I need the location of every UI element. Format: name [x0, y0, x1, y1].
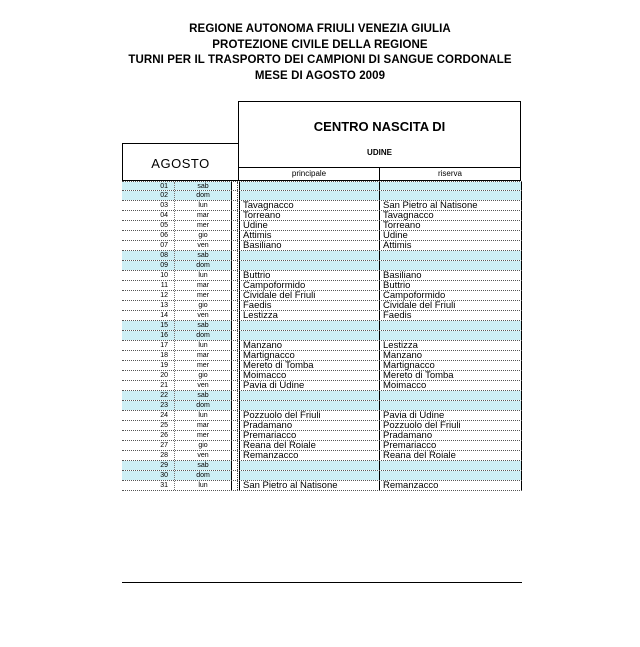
principale-cell [239, 471, 380, 480]
principale-cell: Remanzacco [239, 451, 380, 460]
day-of-week: sab [174, 321, 232, 330]
riserva-cell [380, 182, 522, 190]
row-spacer [232, 321, 238, 330]
table-row [122, 441, 522, 451]
document-header [0, 22, 640, 84]
day-number: 05 [160, 222, 168, 229]
day-of-week: dom [174, 471, 232, 480]
table-row [122, 231, 522, 241]
day-of-week: lun [174, 411, 232, 420]
table-row [122, 391, 522, 401]
day-number: 09 [122, 261, 174, 270]
row-spacer [232, 191, 238, 200]
principale-cell: Attimis [239, 231, 380, 240]
principale-cell [239, 182, 380, 190]
principale-cell: San Pietro al Natisone [239, 481, 380, 490]
riserva-cell: Basiliano [380, 271, 522, 280]
day-number: 17 [160, 342, 168, 349]
principale-cell [239, 401, 380, 410]
row-spacer [232, 391, 238, 400]
table-row [122, 361, 522, 371]
table-row [122, 421, 522, 431]
riserva-cell: Attimis [380, 241, 522, 250]
day-number: 10 [160, 272, 168, 279]
month-label: AGOSTO [151, 156, 210, 171]
row-spacer [232, 381, 238, 390]
row-spacer [232, 201, 238, 210]
riserva-cell: Manzano [380, 351, 522, 360]
day-of-week: gio [174, 231, 232, 240]
table-row [122, 291, 522, 301]
row-spacer [232, 251, 238, 260]
riserva-cell [380, 401, 522, 410]
riserva-cell: Martignacco [380, 361, 522, 370]
header-line-region: REGIONE AUTONOMA FRIULI VENEZIA GIULIA [189, 23, 451, 35]
riserva-cell [380, 191, 522, 200]
riserva-cell [380, 331, 522, 340]
table-row [122, 321, 522, 331]
table-row [122, 301, 522, 311]
centro-nascita-label: CENTRO NASCITA DI [313, 119, 446, 134]
row-spacer [232, 461, 238, 470]
day-number: 12 [160, 292, 168, 299]
table-row [122, 471, 522, 481]
day-of-week: mar [174, 351, 232, 360]
riserva-cell: Pozzuolo del Friuli [380, 421, 522, 430]
row-spacer [232, 361, 238, 370]
table-row [122, 431, 522, 441]
row-spacer [232, 211, 238, 220]
day-of-week: sab [174, 391, 232, 400]
day-of-week: mar [174, 211, 232, 220]
riserva-cell: Faedis [380, 311, 522, 320]
riserva-cell [380, 471, 522, 480]
day-of-week: mer [174, 431, 232, 440]
riserva-cell [380, 391, 522, 400]
day-number: 15 [122, 321, 174, 330]
riserva-cell: Mereto di Tomba [380, 371, 522, 380]
principale-cell: Campoformido [239, 281, 380, 290]
day-number: 01 [122, 182, 174, 190]
row-spacer [232, 261, 238, 270]
principale-cell: Pozzuolo del Friuli [239, 411, 380, 420]
row-spacer [232, 481, 238, 490]
day-number: 16 [122, 331, 174, 340]
riserva-cell: Pavia di Udine [380, 411, 522, 420]
day-of-week: ven [174, 311, 232, 320]
day-of-week: mer [174, 221, 232, 230]
day-of-week: dom [174, 191, 232, 200]
riserva-cell: Pradamano [380, 431, 522, 440]
row-spacer [232, 301, 238, 310]
day-number: 21 [160, 382, 168, 389]
day-number: 07 [160, 242, 168, 249]
table-row [122, 221, 522, 231]
principale-cell: Moimacco [239, 371, 380, 380]
month-header [122, 143, 239, 181]
riserva-cell: San Pietro al Natisone [380, 201, 522, 210]
table-row [122, 451, 522, 461]
row-spacer [232, 231, 238, 240]
row-spacer [232, 351, 238, 360]
day-number: 03 [160, 202, 168, 209]
riserva-cell: Lestizza [380, 341, 522, 350]
day-of-week: lun [174, 271, 232, 280]
day-of-week: gio [174, 441, 232, 450]
day-of-week: dom [174, 401, 232, 410]
day-number: 23 [122, 401, 174, 410]
day-of-week: mer [174, 361, 232, 370]
principale-cell [239, 331, 380, 340]
day-of-week: sab [174, 182, 232, 190]
row-spacer [232, 341, 238, 350]
riserva-cell: Udine [380, 231, 522, 240]
riserva-cell: Buttrio [380, 281, 522, 290]
day-number: 20 [160, 372, 168, 379]
day-number: 06 [160, 232, 168, 239]
table-row [122, 191, 522, 201]
table-row [122, 411, 522, 421]
table-bottom-border [122, 582, 522, 583]
principale-cell: Mereto di Tomba [239, 361, 380, 370]
table-row [122, 181, 522, 191]
row-spacer [232, 281, 238, 290]
header-line-protezione: PROTEZIONE CIVILE DELLA REGIONE [212, 38, 428, 51]
riserva-cell [380, 321, 522, 330]
table-row [122, 211, 522, 221]
day-number: 08 [122, 251, 174, 260]
principale-cell: Torreano [239, 211, 380, 220]
row-spacer [232, 182, 238, 190]
table-row [122, 381, 522, 391]
principale-cell: Faedis [239, 301, 380, 310]
row-spacer [232, 441, 238, 450]
table-row [122, 261, 522, 271]
riserva-cell: Moimacco [380, 381, 522, 390]
row-spacer [232, 271, 238, 280]
table-row [122, 371, 522, 381]
schedule-table [122, 181, 522, 491]
day-of-week: sab [174, 251, 232, 260]
row-spacer [232, 331, 238, 340]
day-of-week: mer [174, 291, 232, 300]
day-number: 18 [160, 352, 168, 359]
principale-cell [239, 461, 380, 470]
riserva-cell: Cividale del Friuli [380, 301, 522, 310]
riserva-cell: Campoformido [380, 291, 522, 300]
day-of-week: lun [174, 481, 232, 490]
day-number: 11 [160, 282, 168, 289]
riserva-cell: Tavagnacco [380, 211, 522, 220]
day-number: 26 [160, 432, 168, 439]
riserva-cell: Premariacco [380, 441, 522, 450]
day-of-week: dom [174, 331, 232, 340]
principale-cell: Premariacco [239, 431, 380, 440]
principale-cell: Manzano [239, 341, 380, 350]
row-spacer [232, 371, 238, 380]
principale-cell [239, 391, 380, 400]
day-number: 29 [122, 461, 174, 470]
row-spacer [232, 421, 238, 430]
day-of-week: ven [174, 241, 232, 250]
table-row [122, 311, 522, 321]
row-spacer [232, 311, 238, 320]
day-of-week: lun [174, 201, 232, 210]
day-number: 24 [160, 412, 168, 419]
day-of-week: mar [174, 421, 232, 430]
header-line-turni: TURNI PER IL TRASPORTO DEI CAMPIONI DI SANGUE CORDONALE [128, 54, 512, 66]
day-number: 13 [160, 302, 168, 309]
principale-cell: Udine [239, 221, 380, 230]
row-spacer [232, 291, 238, 300]
principale-cell: Lestizza [239, 311, 380, 320]
principale-cell [239, 191, 380, 200]
day-of-week: ven [174, 451, 232, 460]
day-number: 19 [160, 362, 168, 369]
principale-cell: Martignacco [239, 351, 380, 360]
principale-cell: Tavagnacco [239, 201, 380, 210]
column-header-principale: principale [238, 167, 380, 181]
table-row [122, 271, 522, 281]
principale-cell: Pavia di Udine [239, 381, 380, 390]
principale-cell: Pradamano [239, 421, 380, 430]
row-spacer [232, 471, 238, 480]
table-row [122, 251, 522, 261]
table-row [122, 241, 522, 251]
day-of-week: dom [174, 261, 232, 270]
row-spacer [232, 241, 238, 250]
centro-nascita-header [238, 101, 521, 167]
principale-cell: Buttrio [239, 271, 380, 280]
riserva-cell [380, 261, 522, 270]
riserva-cell [380, 461, 522, 470]
day-of-week: lun [174, 341, 232, 350]
table-row [122, 481, 522, 491]
table-row [122, 461, 522, 471]
riserva-cell: Reana del Roiale [380, 451, 522, 460]
day-of-week: gio [174, 301, 232, 310]
table-row [122, 351, 522, 361]
day-of-week: ven [174, 381, 232, 390]
day-of-week: mar [174, 281, 232, 290]
principale-cell [239, 251, 380, 260]
column-header-riserva: riserva [379, 167, 521, 181]
principale-cell: Reana del Roiale [239, 441, 380, 450]
day-number: 30 [122, 471, 174, 480]
riserva-cell [380, 251, 522, 260]
riserva-cell: Remanzacco [380, 481, 522, 490]
day-number: 27 [160, 442, 168, 449]
row-spacer [232, 431, 238, 440]
riserva-cell: Torreano [380, 221, 522, 230]
day-number: 25 [160, 422, 168, 429]
row-spacer [232, 401, 238, 410]
row-spacer [232, 221, 238, 230]
day-of-week: sab [174, 461, 232, 470]
day-number: 22 [122, 391, 174, 400]
day-number: 02 [122, 191, 174, 200]
principale-cell: Cividale del Friuli [239, 291, 380, 300]
day-number: 14 [160, 312, 168, 319]
principale-cell: Basiliano [239, 241, 380, 250]
table-row [122, 341, 522, 351]
day-number: 31 [160, 482, 168, 489]
principale-cell [239, 321, 380, 330]
day-of-week: gio [174, 371, 232, 380]
row-spacer [232, 411, 238, 420]
table-row [122, 331, 522, 341]
day-number: 04 [160, 212, 168, 219]
header-line-month: MESE DI AGOSTO 2009 [254, 69, 386, 82]
day-number: 28 [160, 452, 168, 459]
table-row [122, 401, 522, 411]
table-row [122, 281, 522, 291]
row-spacer [232, 451, 238, 460]
centro-city-label: UDINE [367, 148, 392, 157]
principale-cell [239, 261, 380, 270]
table-row [122, 201, 522, 211]
